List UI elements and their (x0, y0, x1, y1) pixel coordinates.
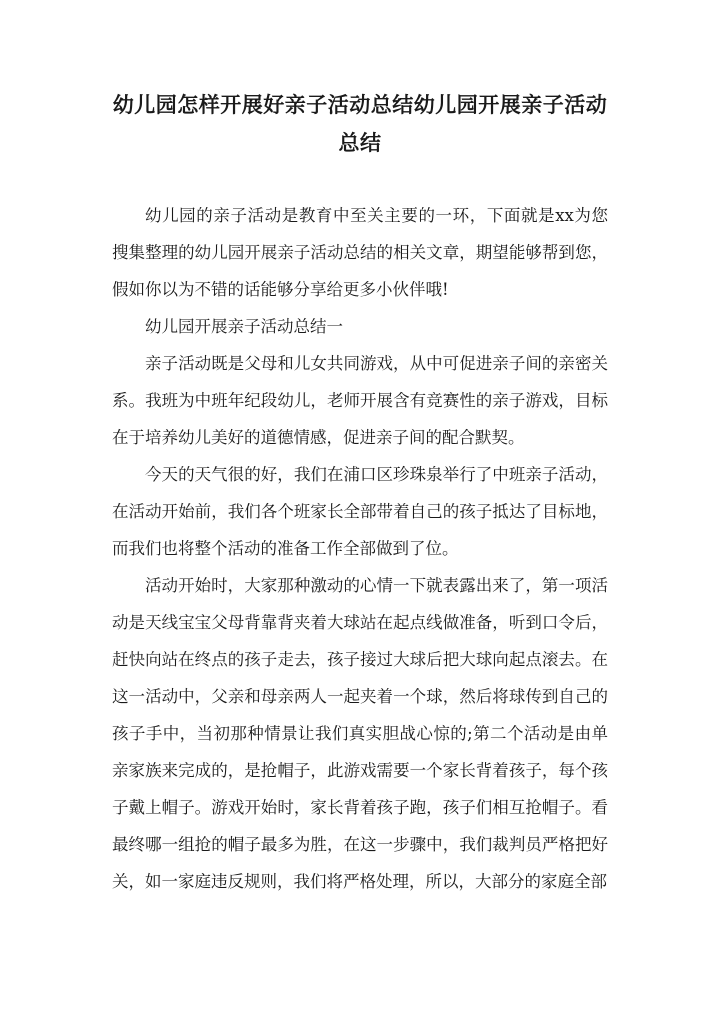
body-paragraph: 活动开始时，大家那种激动的心情一下就表露出来了，第一项活动是天线宝宝父母背靠背夹着大球站在起点线做准备，听到口令后，赶快向站在终点的孩子走去，孩子接过大球后把大球向起点滚去。在这一活动中，父亲和母亲两人一起夹着一个球，然后将球传到自己的孩子手中，当初那种情景让我们真实胆战心惊的;第二个活动是由单亲家族来完成的，是抢帽子，此游戏需要一个家长背着孩子，每个孩子戴上帽子。游戏开始时，家长背着孩子跑，孩子们相互抢帽子。看最终哪一组抢的帽子最多为胜，在这一步骤中，我们裁判员严格把好关，如一家庭违反规则，我们将严格处理，所以，大部分的家庭全部 (112, 576, 608, 891)
intro-paragraph: 幼儿园的亲子活动是教育中至关主要的一环，下面就是xx为您搜集整理的幼儿园开展亲子活动总结的相关文章，期望能够帮到您，假如你以为不错的话能够分享给更多小伙伴哦! (112, 206, 608, 299)
body-paragraph: 亲子活动既是父母和儿女共同游戏，从中可促进亲子间的亲密关系。我班为中班年纪段幼儿，老师开展含有竞赛性的亲子游戏，目标在于培养幼儿美好的道德情感，促进亲子间的配合默契。 (112, 354, 608, 447)
body-paragraph: 今天的天气很的好，我们在浦口区珍珠泉举行了中班亲子活动，在活动开始前，我们各个班家长全部带着自己的孩子抵达了目标地，而我们也将整个活动的准备工作全部做到了位。 (112, 465, 608, 558)
section-heading: 幼儿园开展亲子活动总结一 (145, 317, 343, 336)
document-body (112, 197, 608, 900)
document-title: 幼儿园怎样开展好亲子活动总结幼儿园开展亲子活动总结 (112, 92, 608, 155)
